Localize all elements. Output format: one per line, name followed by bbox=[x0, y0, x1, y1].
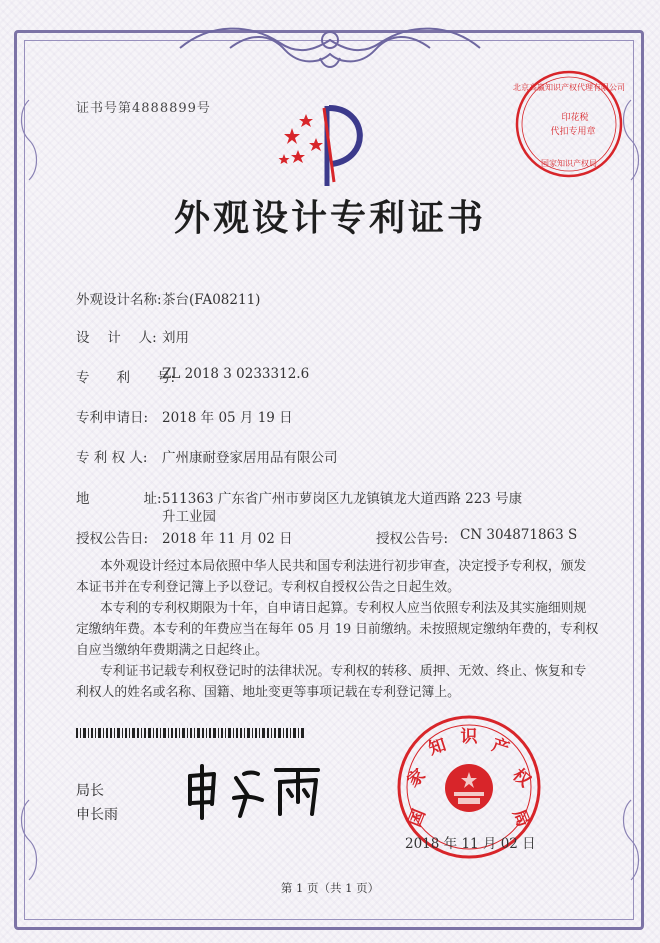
svg-text:识: 识 bbox=[460, 727, 478, 747]
director-name-label: 申长雨 bbox=[76, 807, 118, 823]
stamp-bottom-text: 国家知识产权局 bbox=[541, 159, 597, 168]
paragraph-2-line-3: 自应当缴纳年费期满之日起终止。 bbox=[76, 643, 268, 658]
stamp-ring-text: 北京高赢知识产权代理有限公司 bbox=[513, 83, 625, 92]
filing-date-label: 专利申请日: bbox=[76, 410, 149, 426]
certificate-number: 证书号第4888899号 bbox=[76, 101, 211, 116]
svg-text:局: 局 bbox=[508, 806, 534, 830]
design-name-value: 茶台(FA08211) bbox=[162, 292, 261, 308]
stamp-center-line2: 代扣专用章 bbox=[550, 127, 596, 137]
paragraph-3-line-1: 专利证书记载专利权登记时的法律状况。专利权的转移、质押、无效、终止、恢复和专 bbox=[100, 664, 587, 679]
left-ornament bbox=[14, 40, 44, 920]
paragraph-2-line-2: 定缴纳年费。本专利的年费应当在每年 05 月 19 日前缴纳。未按照规定缴纳年费的，专利权 bbox=[76, 622, 599, 637]
handwritten-signature-icon bbox=[178, 760, 328, 820]
address-label: 地 址: bbox=[76, 491, 162, 507]
stamp-center-line1: 印花税 bbox=[561, 113, 589, 123]
paragraph-3-line-2: 利权人的姓名或名称、国籍、地址变更等事项记载在专利登记簿上。 bbox=[76, 685, 460, 700]
patentee-label: 专 利 权 人: bbox=[76, 450, 148, 466]
svg-text:产: 产 bbox=[489, 735, 512, 760]
barcode bbox=[76, 728, 304, 738]
patent-number-value: ZL 2018 3 0233312.6 bbox=[162, 366, 310, 382]
paragraph-1-line-1: 本外观设计经过本局依照中华人民共和国专利法进行初步审查，决定授予专利权，颁发 bbox=[100, 559, 587, 574]
svg-text:国: 国 bbox=[404, 806, 430, 830]
patent-number-label: 专 利 号: bbox=[76, 370, 176, 386]
director-title-label: 局长 bbox=[76, 783, 104, 799]
filing-date-value: 2018 年 05 月 19 日 bbox=[162, 410, 293, 426]
svg-text:权: 权 bbox=[508, 765, 535, 792]
seal-date: 2018 年 11 月 02 日 bbox=[405, 836, 536, 852]
designer-label: 设 计 人: bbox=[76, 330, 157, 346]
design-name-label: 外观设计名称: bbox=[76, 292, 162, 308]
address-value-line2: 升工业园 bbox=[162, 509, 216, 525]
top-ornament bbox=[170, 18, 490, 78]
grant-date-value: 2018 年 11 月 02 日 bbox=[162, 531, 293, 547]
patentee-value: 广州康耐登家居用品有限公司 bbox=[162, 450, 338, 466]
tax-stamp-icon bbox=[513, 68, 625, 180]
paragraph-1-line-2: 本证书并在专利登记簿上予以登记。专利权自授权公告之日起生效。 bbox=[76, 580, 460, 595]
grant-number-label: 授权公告号: bbox=[376, 531, 449, 547]
svg-text:家: 家 bbox=[403, 765, 430, 792]
grant-number-value: CN 304871863 S bbox=[460, 527, 578, 543]
designer-value: 刘用 bbox=[162, 330, 189, 346]
paragraph-2-line-1: 本专利的专利权期限为十年，自申请日起算。专利权人应当依照专利法及其实施细则规 bbox=[100, 601, 587, 616]
grant-date-label: 授权公告日: bbox=[76, 531, 149, 547]
patent-office-logo-icon bbox=[272, 98, 382, 190]
page-footer: 第 1 页（共 1 页） bbox=[280, 881, 380, 895]
certificate-title: 外观设计专利证书 bbox=[173, 198, 486, 239]
address-value-line1: 511363 广东省广州市萝岗区九龙镇镇龙大道西路 223 号康 bbox=[162, 491, 523, 507]
svg-text:知: 知 bbox=[426, 735, 449, 760]
